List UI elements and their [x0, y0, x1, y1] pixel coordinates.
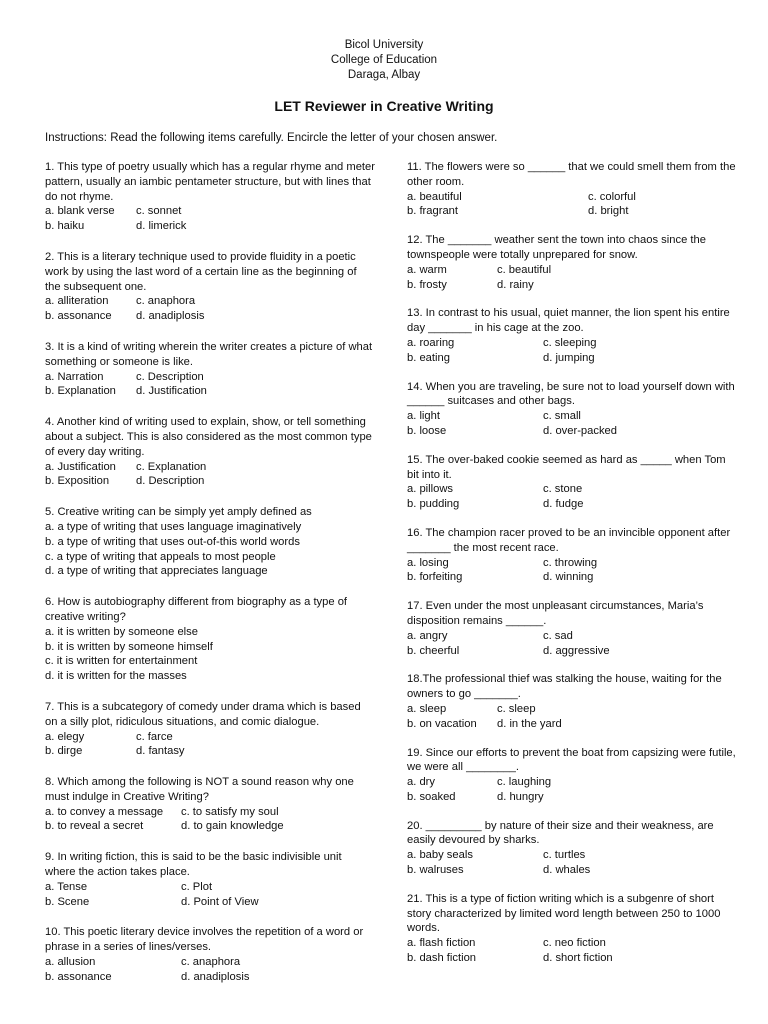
answer-option[interactable]: c. it is written for entertainment: [45, 655, 198, 668]
answer-option[interactable]: b. walruses: [407, 864, 464, 877]
answer-option[interactable]: b. to reveal a secret: [45, 820, 144, 833]
question-item: [407, 453, 737, 512]
answer-choices: [407, 409, 737, 439]
answer-option[interactable]: d. to gain knowledge: [181, 820, 284, 833]
question-text: 19. Since our efforts to prevent the boat from capsizing were futile, we were all ________.: [407, 746, 736, 774]
question-text: 13. In contrast to his usual, quiet manner, the lion spent his entire day _______ in his cage at the zoo.: [407, 307, 730, 335]
answer-option[interactable]: b. it is written by someone himself: [45, 640, 213, 653]
answer-option[interactable]: b. a type of writing that uses out-of-this world words: [45, 535, 300, 548]
answer-choices: [407, 848, 737, 878]
question-item: [45, 415, 375, 489]
answer-option[interactable]: a. flash fiction: [407, 937, 476, 950]
answer-option[interactable]: b. assonance: [45, 970, 112, 983]
question-text: 5. Creative writing can be simply yet amply defined as: [45, 506, 312, 519]
question-text: 14. When you are traveling, be sure not to load yourself down with ______ suitcases and other bags.: [407, 380, 735, 408]
answer-option[interactable]: c. Plot: [181, 880, 213, 893]
answer-option[interactable]: c. anaphora: [136, 295, 196, 308]
answer-option[interactable]: c. sad: [543, 629, 573, 642]
answer-option[interactable]: a. baby seals: [407, 849, 473, 862]
question-item: [407, 160, 737, 219]
answer-option[interactable]: c. anaphora: [181, 956, 241, 969]
question-item: [45, 595, 375, 684]
answer-option[interactable]: b. frosty: [407, 278, 447, 291]
question-item: [407, 380, 737, 439]
answer-choices: [45, 625, 375, 684]
answer-option[interactable]: a. losing: [407, 556, 449, 569]
answer-option[interactable]: a. roaring: [407, 336, 455, 349]
answer-option[interactable]: d. Point of View: [181, 895, 259, 908]
answer-option[interactable]: d. Justification: [136, 385, 207, 398]
answer-option[interactable]: c. throwing: [543, 556, 598, 569]
question-item: [407, 672, 737, 731]
answer-choices: [407, 556, 737, 586]
left-column: [45, 160, 375, 985]
answer-option[interactable]: a. sleep: [407, 702, 447, 715]
right-column: [407, 160, 737, 966]
answer-option[interactable]: b. Exposition: [45, 475, 110, 488]
answer-option[interactable]: a. dry: [407, 776, 435, 789]
answer-option[interactable]: b. fragrant: [407, 205, 458, 218]
question-item: [407, 819, 737, 878]
answer-option[interactable]: c. sonnet: [136, 205, 182, 218]
answer-option[interactable]: b. loose: [407, 424, 447, 437]
question-item: [407, 746, 737, 805]
answer-option[interactable]: d. anadiplosis: [181, 970, 250, 983]
answer-choices: [407, 629, 737, 659]
answer-choices: [407, 190, 737, 220]
answer-option[interactable]: c. farce: [136, 730, 173, 743]
answer-option[interactable]: d. over-packed: [543, 424, 618, 437]
answer-option[interactable]: a. Narration: [45, 370, 104, 383]
answer-option[interactable]: d. Description: [136, 475, 205, 488]
question-text: 20. _________ by nature of their size and their weakness, are easily devoured by sharks.: [407, 819, 714, 847]
question-text: 11. The flowers were so ______ that we could smell them from the other room.: [407, 161, 736, 188]
question-item: [407, 892, 737, 966]
answer-choices: [45, 730, 375, 760]
answer-option[interactable]: c. turtles: [543, 849, 586, 862]
page-title: LET Reviewer in Creative Writing: [274, 98, 494, 114]
document-header: [0, 38, 768, 83]
question-text: 12. The _______ weather sent the town into chaos since the townspeople were totally unprepared for snow.: [407, 234, 706, 261]
answer-option[interactable]: c. to satisfy my soul: [181, 805, 279, 818]
answer-option[interactable]: b. assonance: [45, 310, 112, 323]
answer-option[interactable]: d. jumping: [543, 351, 595, 364]
question-item: [407, 526, 737, 585]
answer-option[interactable]: c. sleep: [497, 702, 536, 715]
question-item: [45, 925, 375, 984]
answer-choices: [407, 702, 737, 732]
answer-option[interactable]: c. Explanation: [136, 460, 207, 473]
answer-option[interactable]: a. to convey a message: [45, 805, 164, 818]
answer-option[interactable]: b. eating: [407, 351, 450, 364]
answer-option[interactable]: a. alliteration: [45, 295, 109, 308]
question-text: 7. This is a subcategory of comedy under drama which is based on a silly plot, ridiculous situations, and comic dialogue.: [45, 700, 361, 728]
answer-choices: [45, 460, 375, 490]
answer-option[interactable]: a. allusion: [45, 956, 96, 969]
answer-option[interactable]: a. beautiful: [407, 190, 462, 203]
answer-option[interactable]: d. whales: [543, 864, 591, 877]
question-item: [45, 775, 375, 834]
answer-option[interactable]: b. haiku: [45, 220, 85, 233]
answer-choices: [45, 805, 375, 835]
answer-choices: [45, 204, 375, 234]
question-item: [407, 599, 737, 658]
college-name: College of Education: [330, 54, 438, 66]
instructions: Instructions: Read the following items carefully. Encircle the letter of your chosen answer.: [45, 132, 498, 144]
answer-option[interactable]: d. rainy: [497, 278, 534, 291]
answer-option[interactable]: b. on vacation: [407, 717, 477, 730]
answer-choices: [45, 880, 375, 910]
question-text: 15. The over-baked cookie seemed as hard as _____ when Tom bit into it.: [407, 453, 726, 481]
question-text: 8. Which among the following is NOT a sound reason why one must indulge in Creative Writing?: [45, 776, 354, 803]
answer-option[interactable]: c. sleeping: [543, 336, 597, 349]
answer-option[interactable]: d. fantasy: [136, 745, 185, 758]
answer-option[interactable]: c. Description: [136, 370, 204, 383]
answer-option[interactable]: d. a type of writing that appreciates language: [45, 565, 268, 578]
answer-option[interactable]: d. aggressive: [543, 644, 610, 657]
answer-choices: [45, 520, 375, 579]
question-text: 9. In writing fiction, this is said to be the basic indivisible unit where the action takes place.: [45, 851, 342, 879]
question-text: 6. How is autobiography different from biography as a type of creative writing?: [45, 596, 348, 623]
answer-option[interactable]: a. elegy: [45, 730, 85, 743]
question-item: [45, 850, 375, 909]
answer-option[interactable]: a. it is written by someone else: [45, 625, 198, 638]
question-text: 1. This type of poetry usually which has a regular rhyme and meter pattern, usually an iambic pentameter structure, but with lines that do not rhyme.: [45, 161, 375, 203]
answer-option[interactable]: a. warm: [407, 263, 447, 276]
answer-option[interactable]: d. bright: [588, 205, 629, 218]
answer-option[interactable]: d. hungry: [497, 790, 544, 803]
answer-option[interactable]: d. it is written for the masses: [45, 670, 187, 683]
answer-option[interactable]: c. beautiful: [497, 263, 552, 276]
answer-option[interactable]: b. cheerful: [407, 644, 460, 657]
question-item: [45, 700, 375, 759]
location: Daraga, Albay: [347, 69, 421, 81]
answer-option[interactable]: a. blank verse: [45, 205, 115, 218]
answer-option[interactable]: a. light: [407, 410, 440, 423]
answer-option[interactable]: b. Explanation: [45, 385, 116, 398]
question-item: [407, 233, 737, 292]
answer-option[interactable]: a. pillows: [407, 483, 454, 496]
answer-option[interactable]: c. stone: [543, 483, 583, 496]
question-text: 2. This is a literary technique used to provide fluidity in a poetic work by using the last word of a certain line as the beginning of the subsequent one.: [45, 250, 357, 293]
answer-option[interactable]: c. laughing: [497, 776, 552, 789]
answer-option[interactable]: b. soaked: [407, 790, 456, 803]
answer-option[interactable]: d. winning: [543, 571, 594, 584]
answer-choices: [45, 370, 375, 400]
answer-option[interactable]: a. Tense: [45, 880, 88, 893]
answer-option[interactable]: a. a type of writing that uses language imaginatively: [45, 520, 302, 533]
question-item: [45, 250, 375, 324]
answer-option[interactable]: c. colorful: [588, 190, 636, 203]
answer-option[interactable]: b. forfeiting: [407, 571, 463, 584]
question-text: 3. It is a kind of writing wherein the writer creates a picture of what something or someone is like.: [45, 340, 373, 368]
question-item: [45, 505, 375, 579]
question-item: [45, 340, 375, 399]
answer-option[interactable]: c. small: [543, 410, 581, 423]
question-text: 16. The champion racer proved to be an invincible opponent after _______ the most recent race.: [407, 526, 731, 554]
question-text: 18.The professional thief was stalking the house, waiting for the owners to go _______.: [407, 673, 722, 701]
answer-option[interactable]: d. fudge: [543, 498, 584, 511]
answer-option[interactable]: d. anadiplosis: [136, 310, 205, 323]
question-item: [407, 306, 737, 365]
answer-choices: [407, 336, 737, 366]
answer-option[interactable]: a. angry: [407, 629, 448, 642]
answer-option[interactable]: c. neo fiction: [543, 937, 606, 950]
answer-option[interactable]: c. a type of writing that appeals to most people: [45, 550, 276, 563]
answer-option[interactable]: d. short fiction: [543, 952, 613, 965]
answer-option[interactable]: a. Justification: [45, 460, 116, 473]
university-name: Bicol University: [344, 39, 424, 51]
answer-choices: [407, 263, 737, 293]
question-text: 21. This is a type of fiction writing which is a subgenre of short story characterized by limited word length between 250 to 1000 words.: [407, 892, 721, 935]
question-text: 4. Another kind of writing used to explain, show, or tell something about a subject. This is also considered as the most common type of every day writing.: [45, 416, 372, 458]
question-text: 10. This poetic literary device involves the repetition of a word or phrase in a series of lines/verses.: [45, 926, 364, 954]
answer-choices: [407, 775, 737, 805]
answer-option[interactable]: d. limerick: [136, 220, 187, 233]
answer-option[interactable]: b. dash fiction: [407, 952, 477, 965]
answer-option[interactable]: d. in the yard: [497, 717, 562, 730]
answer-choices: [407, 936, 737, 966]
answer-option[interactable]: b. Scene: [45, 895, 90, 908]
answer-choices: [45, 955, 375, 985]
answer-option[interactable]: b. dirge: [45, 745, 83, 758]
answer-option[interactable]: b. pudding: [407, 498, 460, 511]
answer-choices: [407, 482, 737, 512]
question-text: 17. Even under the most unpleasant circumstances, Maria’s disposition remains ______.: [407, 600, 704, 627]
question-item: [45, 160, 375, 234]
answer-choices: [45, 294, 375, 324]
